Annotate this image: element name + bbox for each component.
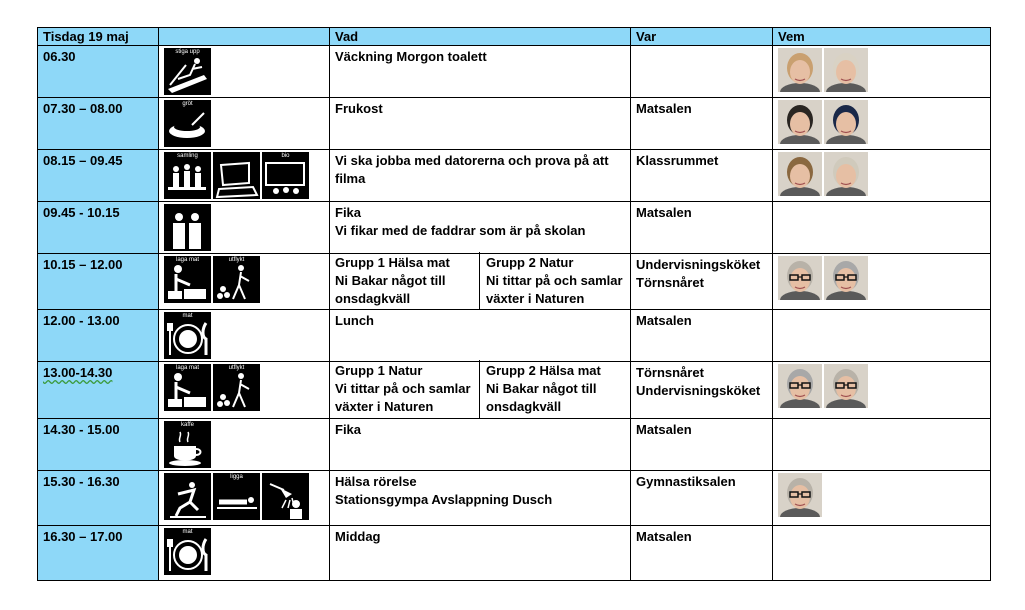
schedule-row [38, 419, 991, 471]
people-cell [773, 98, 991, 150]
excursion-icon: utflykt [213, 364, 260, 411]
pictogram-cell [159, 419, 330, 471]
header-what: Vad [330, 28, 631, 46]
time-cell [38, 362, 159, 419]
porridge-icon: gröt [164, 100, 211, 147]
person-photo [778, 100, 822, 144]
pictogram-cell [159, 362, 330, 419]
people-cell [773, 150, 991, 202]
activity-cell [330, 46, 631, 98]
person-photo [824, 100, 868, 144]
cooking-icon: laga mat [164, 256, 211, 303]
schedule-row [38, 202, 991, 254]
header-who: Vem [773, 28, 991, 46]
text-line: Grupp 2 Natur [486, 255, 574, 270]
pictogram-cell [159, 526, 330, 581]
pictogram-cell [159, 310, 330, 362]
pictogram-cell [159, 98, 330, 150]
activity-cell [330, 254, 631, 310]
location-text: Klassrummet [636, 153, 719, 168]
text-line: växter i Naturen [335, 399, 434, 414]
location-cell [631, 419, 773, 471]
activity-cell [330, 526, 631, 581]
pictogram-cell [159, 202, 330, 254]
time-cell [38, 310, 159, 362]
group-1 [330, 360, 480, 418]
people-cell [773, 419, 991, 471]
activity-cell [330, 362, 631, 419]
gathering-icon: samling [164, 152, 211, 199]
header-where: Var [631, 28, 773, 46]
time-text: 10.15 – 12.00 [43, 257, 123, 272]
time-text: 08.15 – 09.45 [43, 153, 123, 168]
activity-cell [330, 310, 631, 362]
activity-cell [330, 202, 631, 254]
activity-text: Väckning Morgon toalett [335, 49, 487, 64]
location-text: Matsalen [636, 422, 692, 437]
schedule-row [38, 254, 991, 310]
getting-up-icon: stiga upp [164, 48, 211, 95]
activity-text: Frukost [335, 101, 383, 116]
two-people-icon [164, 204, 211, 251]
excursion-icon: utflykt [213, 256, 260, 303]
group-split [335, 362, 625, 416]
group-split [335, 254, 625, 308]
time-text: 13.00-14.30 [43, 365, 113, 380]
person-photo [778, 364, 822, 408]
time-text: 12.00 - 13.00 [43, 313, 120, 328]
time-cell [38, 471, 159, 526]
text-line: Grupp 1 Natur [335, 363, 423, 378]
text-line: Hälsa rörelse [335, 474, 417, 489]
person-photo [824, 364, 868, 408]
location-cell [631, 254, 773, 310]
pictogram-cell [159, 46, 330, 98]
people-cell [773, 254, 991, 310]
time-cell [38, 46, 159, 98]
time-text: 07.30 – 08.00 [43, 101, 123, 116]
lying-icon: ligga [213, 473, 260, 520]
schedule-row [38, 150, 991, 202]
time-cell [38, 150, 159, 202]
cooking-icon: laga mat [164, 364, 211, 411]
schedule-row [38, 526, 991, 581]
coffee-icon: kaffe [164, 421, 211, 468]
text-line: Vi fikar med de faddrar som är på skolan [335, 223, 586, 238]
pictogram-cell [159, 254, 330, 310]
header-pictograms [159, 28, 330, 46]
activity-cell [330, 98, 631, 150]
text-line: Undervisningsköket [636, 257, 761, 272]
location-text: Gymnastiksalen [636, 474, 736, 489]
location-text: Matsalen [636, 101, 692, 116]
time-cell [38, 254, 159, 310]
text-line: Vi tittar på och samlar [335, 381, 471, 396]
group-1 [330, 252, 480, 310]
plate-cutlery-icon: mat [164, 312, 211, 359]
time-text: 14.30 - 15.00 [43, 422, 120, 437]
pictogram-cell [159, 471, 330, 526]
time-cell [38, 98, 159, 150]
person-photo [778, 152, 822, 196]
text-line: Törnsnåret [636, 365, 704, 380]
person-photo [824, 152, 868, 196]
shower-icon [262, 473, 309, 520]
time-text: 09.45 - 10.15 [43, 205, 120, 220]
group-2 [480, 254, 625, 308]
plate-cutlery-icon: mat [164, 528, 211, 575]
text-line: Grupp 2 Hälsa mat [486, 363, 601, 378]
location-cell [631, 310, 773, 362]
location-cell [631, 526, 773, 581]
people-cell [773, 471, 991, 526]
schedule-row [38, 310, 991, 362]
text-line: Stationsgympa Avslappning Dusch [335, 492, 553, 507]
text-line: Ni Bakar något till [335, 273, 446, 288]
person-photo [824, 48, 868, 92]
people-cell [773, 362, 991, 419]
schedule-row [38, 46, 991, 98]
people-cell [773, 526, 991, 581]
location-cell [631, 98, 773, 150]
group-2 [480, 362, 625, 416]
activity-text: Middag [335, 529, 381, 544]
time-text: 06.30 [43, 49, 76, 64]
location-text: Matsalen [636, 313, 692, 328]
people-cell [773, 202, 991, 254]
people-cell [773, 310, 991, 362]
text-line: Undervisningsköket [636, 383, 761, 398]
text-line: Fika [335, 205, 362, 220]
location-cell [631, 471, 773, 526]
location-cell [631, 362, 773, 419]
person-photo [778, 48, 822, 92]
text-line: växter i Naturen [486, 291, 585, 306]
text-line: Ni tittar på och samlar [486, 273, 623, 288]
time-cell [38, 526, 159, 581]
time-cell [38, 419, 159, 471]
text-line: onsdagkväll [335, 291, 411, 306]
schedule-row [38, 98, 991, 150]
text-line: onsdagkväll [486, 399, 562, 414]
location-text: Matsalen [636, 205, 692, 220]
person-photo [778, 256, 822, 300]
people-cell [773, 46, 991, 98]
text-line: Ni Bakar något till [486, 381, 597, 396]
person-photo [778, 473, 822, 517]
activity-text: Vi ska jobba med datorerna och prova på att filma [335, 153, 609, 186]
laptop-icon [213, 152, 260, 199]
location-text: Matsalen [636, 529, 692, 544]
location-cell [631, 46, 773, 98]
activity-cell [330, 471, 631, 526]
activity-text: Lunch [335, 313, 374, 328]
time-cell [38, 202, 159, 254]
header-row [38, 28, 991, 46]
person-photo [824, 256, 868, 300]
schedule-row [38, 362, 991, 419]
time-text: 15.30 - 16.30 [43, 474, 120, 489]
text-line: Grupp 1 Hälsa mat [335, 255, 450, 270]
activity-text: Fika [335, 422, 362, 437]
activity-cell [330, 150, 631, 202]
schedule-row [38, 471, 991, 526]
cinema-icon: bio [262, 152, 309, 199]
exercise-icon [164, 473, 211, 520]
text-line: Törnsnåret [636, 275, 704, 290]
activity-cell [330, 419, 631, 471]
location-cell [631, 202, 773, 254]
header-date: Tisdag 19 maj [38, 28, 159, 46]
time-text: 16.30 – 17.00 [43, 529, 123, 544]
location-cell [631, 150, 773, 202]
pictogram-cell [159, 150, 330, 202]
schedule-table [37, 27, 991, 581]
